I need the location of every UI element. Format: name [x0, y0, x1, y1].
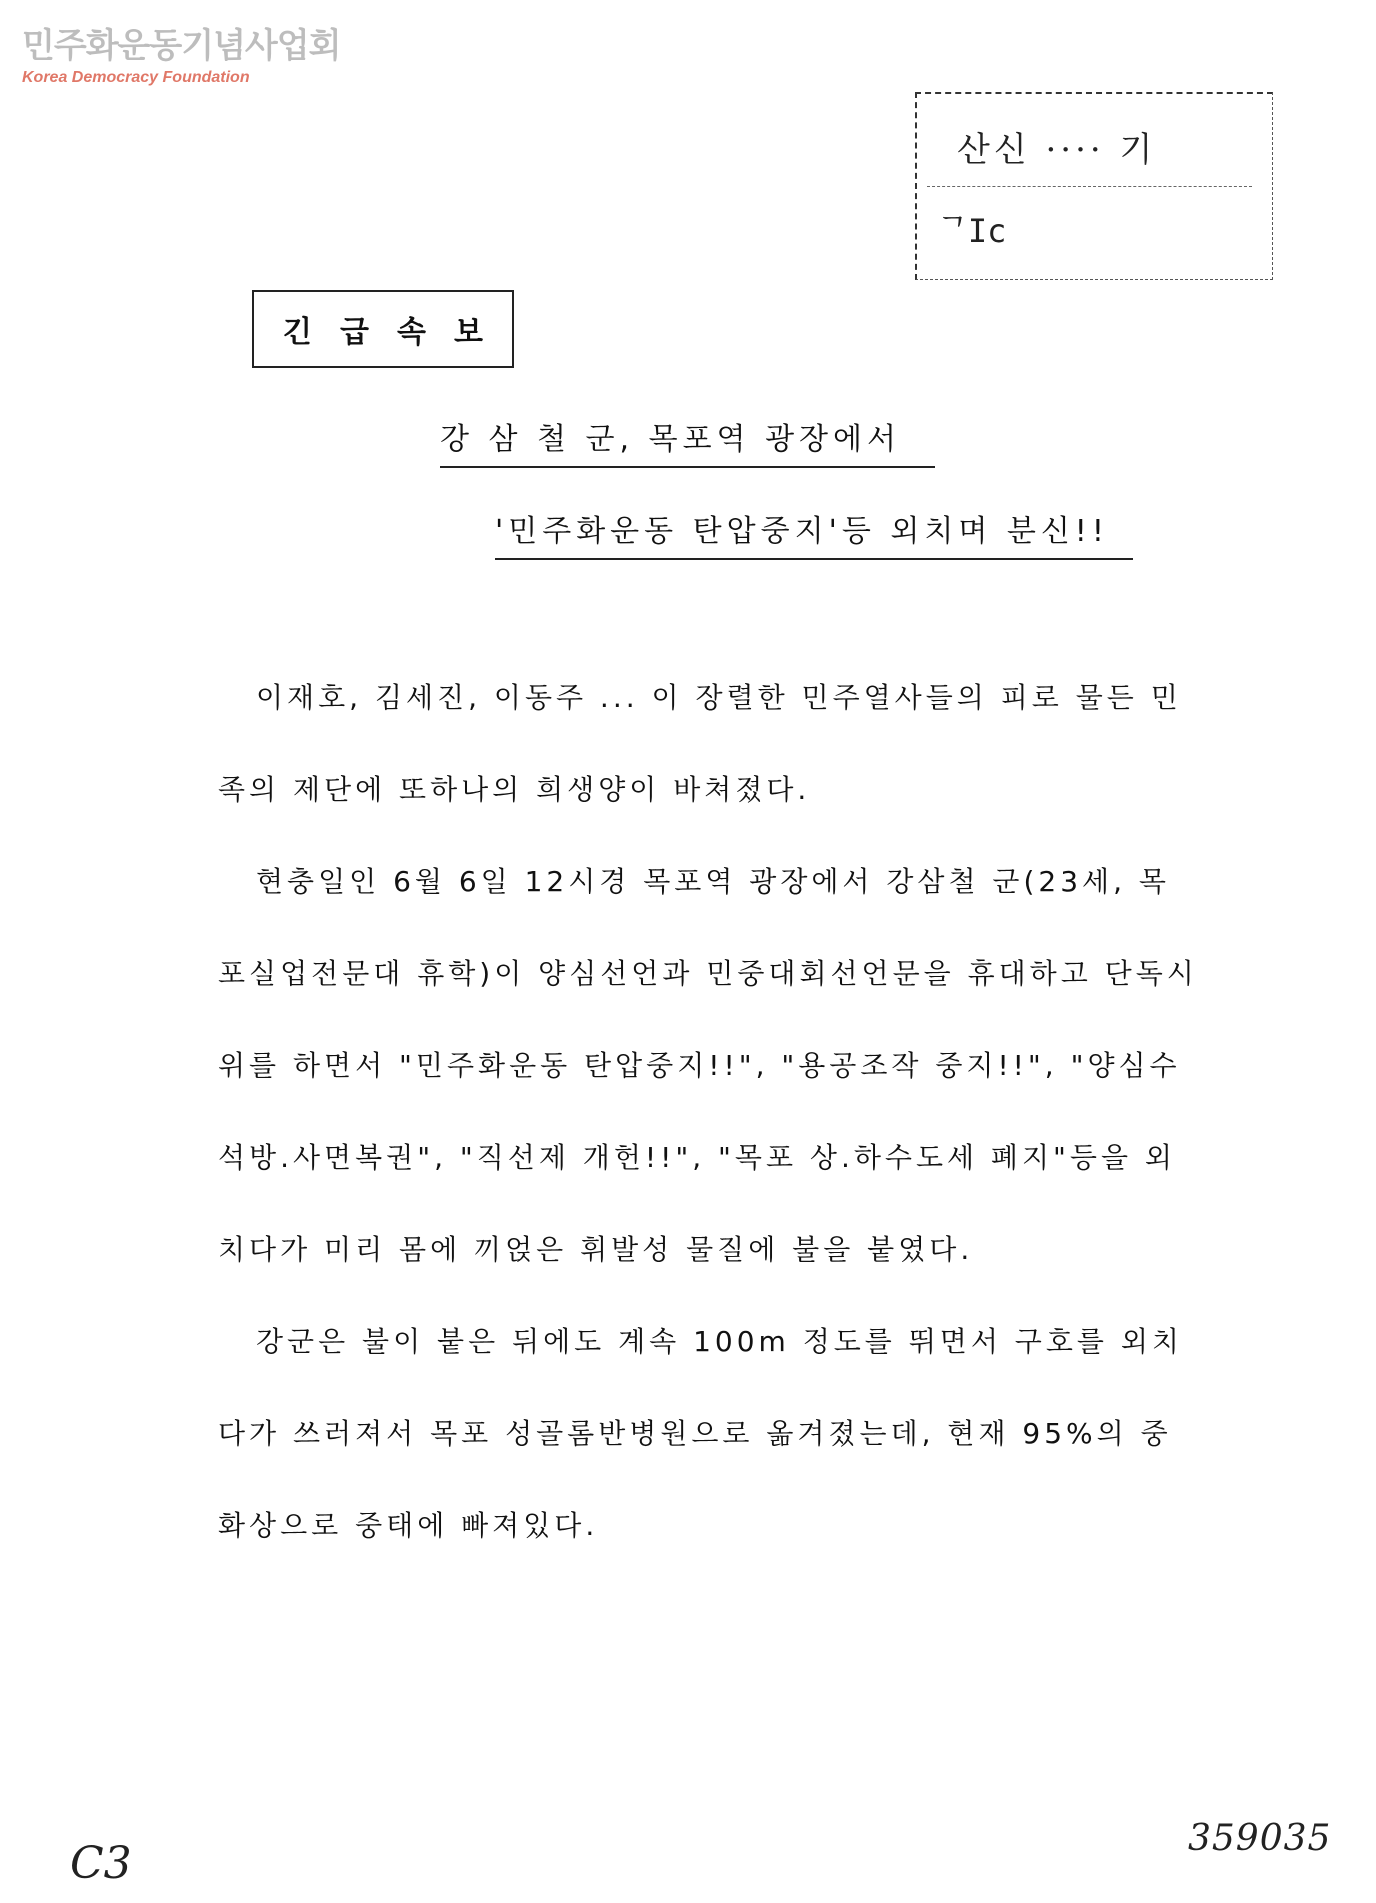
- urgent-bulletin-box: [252, 290, 514, 368]
- stamp-line-2: ᄀIc: [937, 212, 1007, 250]
- foundation-watermark: [22, 18, 340, 87]
- urgent-bulletin-label: 긴급속보: [283, 315, 511, 350]
- page-mark-left: C3: [70, 1838, 132, 1889]
- watermark-english-name: Korea Democracy Foundation: [22, 69, 250, 86]
- stamp-divider: [927, 186, 1252, 187]
- watermark-korean-name: 민주화운동기념사업회: [22, 26, 341, 66]
- headline-line-2: '민주화운동 탄압중지'등 외치며 분신!!: [495, 506, 1133, 560]
- headline-line-1: 강 삼 철 군, 목포역 광장에서: [440, 414, 935, 468]
- receipt-stamp: [915, 92, 1273, 280]
- stamp-line-1: 산신 ···· 기: [957, 130, 1157, 170]
- document-number: 359035: [1188, 1818, 1332, 1859]
- body-paragraph-1: 이재호, 김세진, 이동주 ... 이 장렬한 민주열사들의 피로 물든 민족의 제단에 또하나의 희생양이 바쳐졌다.: [218, 681, 1182, 806]
- body-paragraph-3: 강군은 불이 붙은 뒤에도 계속 100m 정도를 뛰면서 구호를 외치다가 쓰러져서 목포 성골롬반병원으로 옮겨졌는데, 현재 95%의 중화상으로 중태에 빠져있다.: [218, 1325, 1183, 1542]
- body-paragraph-2: 현충일인 6월 6일 12시경 목포역 광장에서 강삼철 군(23세, 목포실업전문대 휴학)이 양심선언과 민중대회선언문을 휴대하고 단독시위를 하면서 "민주화운동 탄압중지!!", "용공조작 중지!!", "양심수 석방.사면복권", "직선제 개헌!!", "목포 상.하수도세 폐지"등을 외치다가 미리 몸에 끼얹은 휘발성 물질에 불을 붙였다.: [218, 865, 1198, 1266]
